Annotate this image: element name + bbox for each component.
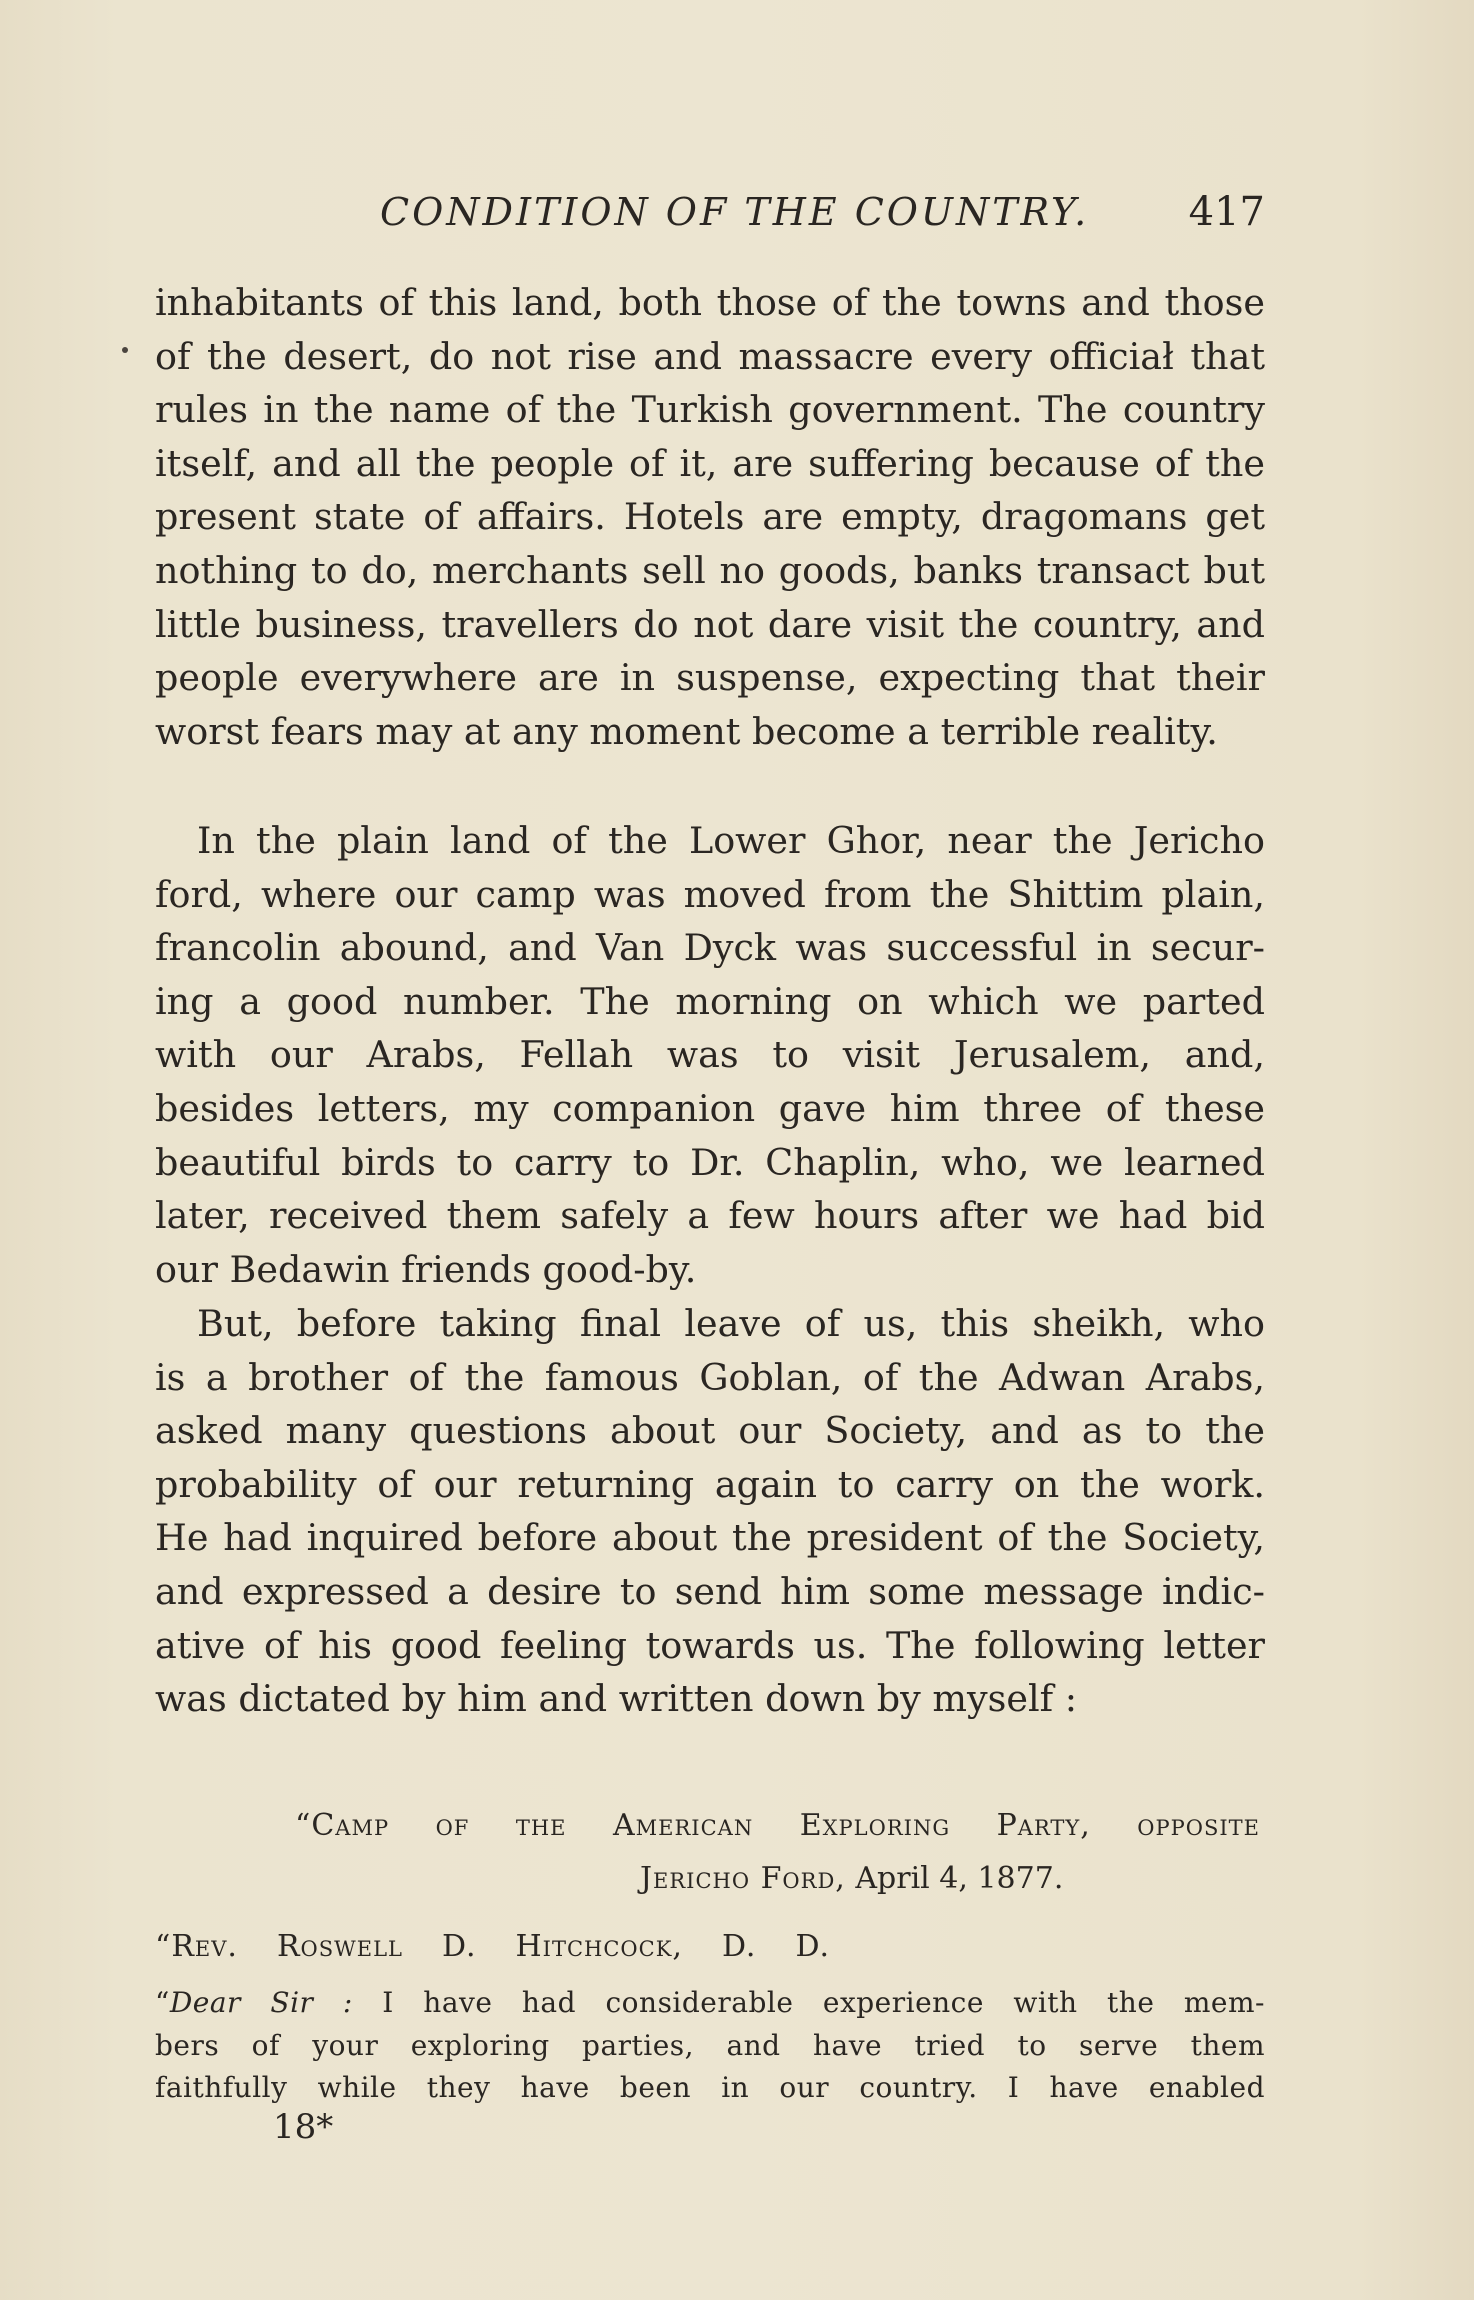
text-line: later, received them safely a few hours after we had bid (155, 1194, 1265, 1238)
text-line: itself, and all the people of it, are suffering because of the (155, 441, 1265, 485)
text-line: is a brother of the famous Goblan, of the Adwan Arabs, (155, 1355, 1265, 1399)
letter-date: April 4, 1877. (855, 1861, 1064, 1896)
text-line: besides letters, my companion gave him three of these (155, 1086, 1265, 1130)
letter-block (155, 0, 1265, 2300)
letter-line: faithfully while they have been in our country. I have enabled (155, 2071, 1265, 2104)
letter-line: “Dear Sir : I have had considerable experience with the mem- (155, 1986, 1266, 2019)
text-line: In the plain land of the Lower Ghor, near the Jericho (197, 819, 1265, 862)
letter-heading-line-2 (640, 1861, 1063, 1896)
text-line: worst fears may at any moment become a terrible reality. (155, 709, 1218, 753)
text-line: He had inquired before about the president of the Society, (155, 1516, 1265, 1560)
text-line: our Bedawin friends good-by. (155, 1247, 697, 1291)
text-line: ford, where our camp was moved from the Shittim plain, (155, 872, 1265, 916)
letter-heading-line-1: “Camp of the American Exploring Party, opposite (295, 1808, 1260, 1843)
text-line: rules in the name of the Turkish government. The country (155, 388, 1265, 432)
running-title: CONDITION OF THE COUNTRY. (380, 190, 1090, 234)
letter-location: Jericho Ford, (640, 1861, 846, 1896)
text-line: But, before taking final leave of us, this sheikh, who (197, 1302, 1265, 1345)
dear-sir: Dear Sir : (169, 1986, 353, 2019)
text-line: ative of his good feeling towards us. The following letter (155, 1623, 1265, 1667)
letter-salutation: “Rev. Roswell D. Hitchcock, D. D. (155, 1929, 830, 1964)
text-line: of the desert, do not rise and massacre every officiał that (155, 334, 1265, 378)
page-number: 417 (1188, 189, 1265, 235)
signature-mark: 18* (273, 2107, 334, 2147)
margin-dot (122, 347, 128, 353)
text-line: probability of our returning again to carry on the work. (155, 1462, 1265, 1506)
text-line: with our Arabs, Fellah was to visit Jerusalem, and, (155, 1033, 1265, 1077)
letter-line-text: I have had considerable experience with the mem- (382, 1986, 1266, 2019)
text-line: was dictated by him and written down by myself : (155, 1677, 1078, 1721)
text-line: beautiful birds to carry to Dr. Chaplin, who, we learned (155, 1140, 1265, 1184)
text-line: nothing to do, merchants sell no goods, banks transact but (155, 548, 1265, 592)
text-line: and expressed a desire to send him some message indic- (155, 1569, 1265, 1613)
text-line: present state of affairs. Hotels are empty, dragomans get (155, 495, 1265, 539)
text-line: people everywhere are in suspense, expecting that their (155, 656, 1265, 700)
letter-line: bers of your exploring parties, and have tried to serve them (155, 2028, 1265, 2062)
text-line: inhabitants of this land, both those of the towns and those (155, 281, 1265, 324)
text-line: little business, travellers do not dare visit the country, and (155, 602, 1265, 646)
text-line: asked many questions about our Society, and as to the (155, 1409, 1265, 1453)
text-line: francolin abound, and Van Dyck was successful in secur- (155, 926, 1265, 970)
letter-body (155, 1982, 1265, 2110)
text-line: ing a good number. The morning on which we parted (155, 979, 1265, 1023)
